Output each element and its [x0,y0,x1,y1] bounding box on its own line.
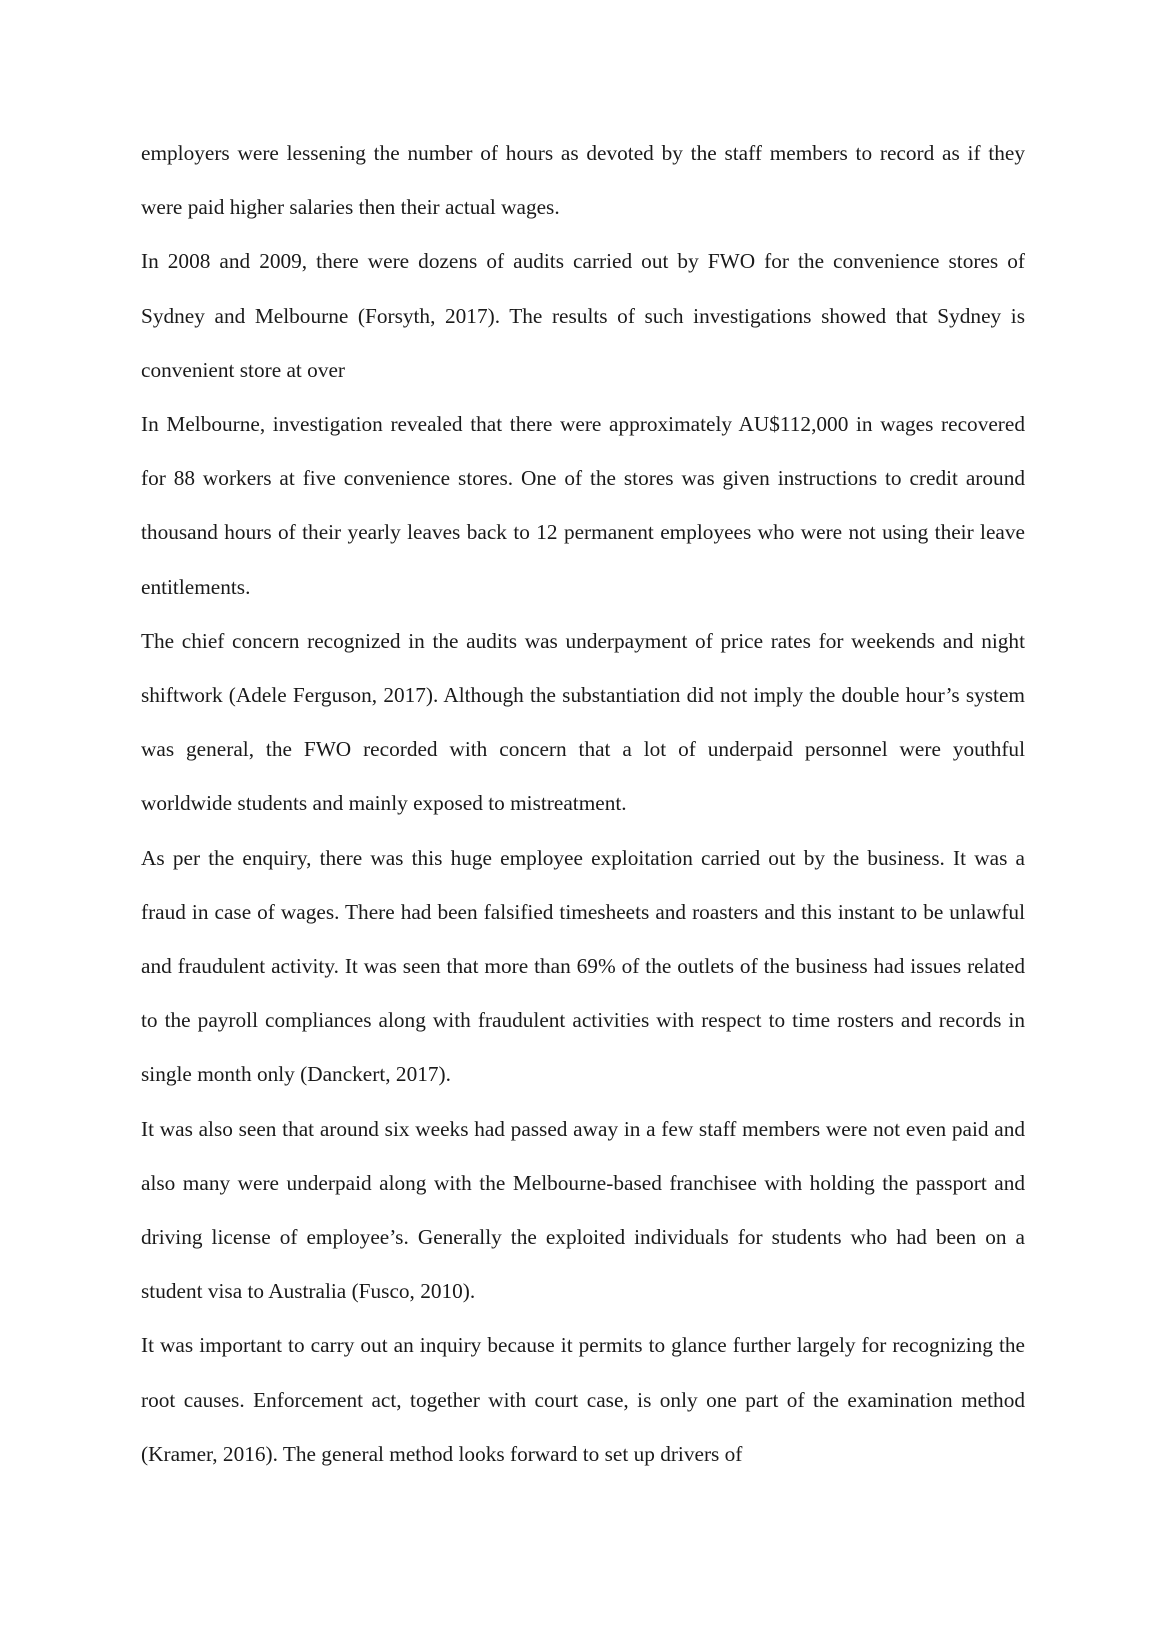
paragraph: In Melbourne, investigation revealed that there were approximately AU$112,000 in wages recovered for 88 workers at five convenience stores. One of the stores was given instructions to credit around thousand hours of their yearly leaves back to 12 permanent employees who were not using their leave entitlements. [141,412,1025,599]
paragraph: The chief concern recognized in the audits was underpayment of price rates for weekends and night shiftwork (Adele Ferguson, 2017). Although the substantiation did not imply the double hour’s system was general, the FWO recorded with concern that a lot of underpaid personnel were youthful worldwide students and mainly exposed to mistreatment. [141,628,1025,816]
paragraph: As per the enquiry, there was this huge employee exploitation carried out by the business. It was a fraud in case of wages. There had been falsified timesheets and roasters and this instant to be unlawful and fraudulent activity. It was seen that more than 69% of the outlets of the business had issues related to the payroll compliances along with fraudulent activities with respect to time rosters and records in single month only (Danckert, 2017). [141,845,1025,1087]
paragraph: It was also seen that around six weeks had passed away in a few staff members were not even paid and also many were underpaid along with the Melbourne-based franchisee with holding the passport and driving license of employee’s. Generally the exploited individuals for students who had been on a student visa to Australia (Fusco, 2010). [141,1116,1025,1304]
body-text [141,126,1025,1481]
paragraph: In 2008 and 2009, there were dozens of audits carried out by FWO for the convenience stores of Sydney and Melbourne (Forsyth, 2017). The results of such investigations showed that Sydney is convenient store at over [141,249,1025,382]
paragraph: employers were lessening the number of hours as devoted by the staff members to record as if they were paid higher salaries then their actual wages. [141,141,1025,220]
paragraph: It was important to carry out an inquiry because it permits to glance further largely for recognizing the root causes. Enforcement act, together with court case, is only one part of the examination method (Kramer, 2016). The general method looks forward to set up drivers of [141,1333,1025,1466]
